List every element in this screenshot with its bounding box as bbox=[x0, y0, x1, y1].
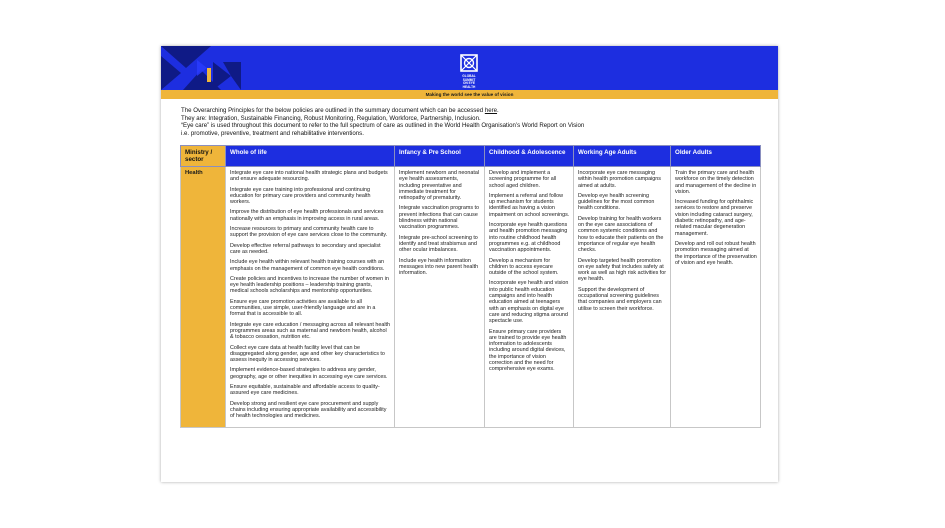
policy-item: Integrate eye care training into professional and continuing education for primary care providers and community health workers. bbox=[230, 186, 371, 206]
tagline-bar: Making the world see the value of vision bbox=[161, 90, 778, 99]
policy-item: Include eye health within relevant health training courses with an emphasis on the management of common eye health conditions. bbox=[230, 259, 385, 272]
policy-item: Include eye health information messages into new parent health information. bbox=[399, 257, 479, 277]
header-working-age: Working Age Adults bbox=[574, 146, 671, 167]
cell-working-age bbox=[574, 167, 671, 428]
header-older-adults: Older Adults bbox=[671, 146, 761, 167]
table-header-row bbox=[181, 146, 761, 167]
policy-item: Develop strong and resilient eye care procurement and supply chains including ensuring appropriate availability and accessibility of health technologies and medicines. bbox=[230, 400, 387, 420]
policy-item: Implement evidence-based strategies to address any gender, geography, age or other inequities in accessing eye care services. bbox=[230, 367, 388, 380]
logo-word-2: SUMMIT bbox=[462, 77, 476, 82]
policy-item: Ensure primary care providers are trained to provide eye health information to adolescents including around digital devices, the importance of vision correction and the need for comprehensive eye exams. bbox=[489, 328, 567, 373]
header-childhood: Childhood & Adolescence bbox=[485, 146, 574, 167]
intro-text bbox=[181, 107, 761, 137]
policy-item: Increase resources to primary and community health care to support the provision of eye care services close to the community. bbox=[230, 226, 388, 239]
policy-item: Incorporate eye care messaging within health promotion campaigns aimed at adults. bbox=[578, 170, 662, 189]
policy-item: Create policies and incentives to increase the number of women in eye health leadership positions – leadership training grants, medical schools scholarships and mentorship opportunities. bbox=[230, 275, 389, 295]
policy-item: Integrate pre-school screening to identify and treat strabismus and other ocular imbalances. bbox=[399, 234, 478, 254]
logo-word-4: HEALTH bbox=[462, 84, 476, 89]
policy-item: Improve the distribution of eye health professionals and services nationally with an emphasis in improving access in rural areas. bbox=[230, 209, 384, 222]
intro-line-4: i.e. promotive, preventive, treatment and rehabilitative interventions. bbox=[181, 129, 364, 137]
policy-item: Develop and roll out robust health promotion messaging aimed at the importance of the preservation of vision and eye health. bbox=[675, 240, 757, 266]
intro-line-3: “Eye care” is used throughout this document to refer to the full spectrum of care as outlined in the World Health Organisation’s World Report on Vision bbox=[181, 122, 585, 130]
policy-table bbox=[180, 145, 761, 428]
policy-item: Increased funding for ophthalmic services to restore and preserve vision including cataract surgery, diabetic retinopathy, and age-related macular degeneration management. bbox=[675, 199, 754, 237]
policy-item: Incorporate eye health and vision into public health education campaigns and into health education aimed at teenagers with an emphasis on digital eye care and reducing stigma around spectacle use. bbox=[489, 280, 569, 325]
policy-item: Integrate eye care education / messaging across all relevant health programmes areas such as maternal and newborn health, alcohol & tobacco cessation, nutrition etc. bbox=[230, 321, 391, 341]
policy-item: Develop effective referral pathways to secondary and specialist care as needed. bbox=[230, 242, 381, 255]
cell-whole-of-life bbox=[226, 167, 395, 428]
policy-item: Implement newborn and neonatal eye health assessments, including preventative and immediate treatment for retinopathy of prematurity. bbox=[399, 170, 480, 202]
logo-word-3: ON EYE bbox=[462, 81, 476, 86]
policy-item: Ensure equitable, sustainable and affordable access to quality-assured eye care medicines. bbox=[230, 384, 380, 397]
cell-childhood bbox=[485, 167, 574, 428]
table-row bbox=[181, 167, 761, 428]
policy-item: Implement a referral and follow up mechanism for students identified as having a vision impairment on school screenings. bbox=[489, 192, 570, 218]
document-page bbox=[161, 46, 778, 482]
policy-item: Develop eye health screening guidelines for the most common health conditions. bbox=[578, 192, 655, 212]
logo-word-1: GLOBAL bbox=[462, 74, 476, 78]
policy-item: Train the primary care and health workforce on the timely detection and management of the decline in vision. bbox=[675, 170, 757, 195]
row-label-health: Health bbox=[181, 167, 226, 428]
header-whole-of-life: Whole of life bbox=[226, 146, 395, 167]
summary-document-link[interactable]: here bbox=[484, 107, 498, 114]
policy-item: Integrate eye care into national health strategic plans and budgets and ensure adequate resourcing. bbox=[230, 170, 388, 183]
intro-line-2: They are: Integration, Sustainable Financing, Robust Monitoring, Regulation, Workforce, Partnership, Inclusion. bbox=[181, 114, 481, 122]
intro-line-1-text: The Overarching Principles for the below policies are outlined in the summary document which can be accessed bbox=[181, 107, 485, 114]
cell-infancy bbox=[395, 167, 485, 428]
policy-item: Incorporate eye health questions and health promotion messaging into routine childhood health programmes e.g. at childhood vaccination appointments. bbox=[489, 222, 568, 254]
header-infancy: Infancy & Pre School bbox=[395, 146, 485, 167]
policy-item: Develop a mechanism for children to access eyecare outside of the school system. bbox=[489, 257, 559, 277]
logo-wordmark bbox=[452, 75, 486, 89]
policy-item: Integrate vaccination programs to prevent infections that can cause blindness within national vaccination programmes. bbox=[399, 205, 480, 231]
header-ministry: Ministry / sector bbox=[181, 146, 226, 167]
policy-item: Support the development of occupational screening guidelines that companies and employers can utilise to screen their workforce. bbox=[578, 286, 662, 312]
policy-item: Develop targeted health promotion on eye safety that includes safety at work as well as high risk activities for eye health. bbox=[578, 257, 667, 283]
policy-item: Develop and implement a screening programme for all school aged children. bbox=[489, 170, 557, 189]
cell-older-adults bbox=[671, 167, 761, 428]
policy-item: Develop training for health workers on the eye care associations of common systemic conditions and how to educate their patients on the importance of regular eye health checks. bbox=[578, 215, 664, 254]
intro-line-1-end: . bbox=[497, 107, 499, 114]
header-banner bbox=[161, 46, 778, 90]
policy-item: Ensure eye care promotion activities are available to all communities, use simple, user-friendly language and are in a format that is accessible to all. bbox=[230, 298, 376, 318]
geometric-banner-art bbox=[161, 46, 241, 90]
intro-line-1 bbox=[181, 107, 761, 115]
policy-item: Collect eye care data at health facility level that can be disaggregated along gender, age and other key characteristics to assess inequity in accessing services. bbox=[230, 344, 385, 364]
